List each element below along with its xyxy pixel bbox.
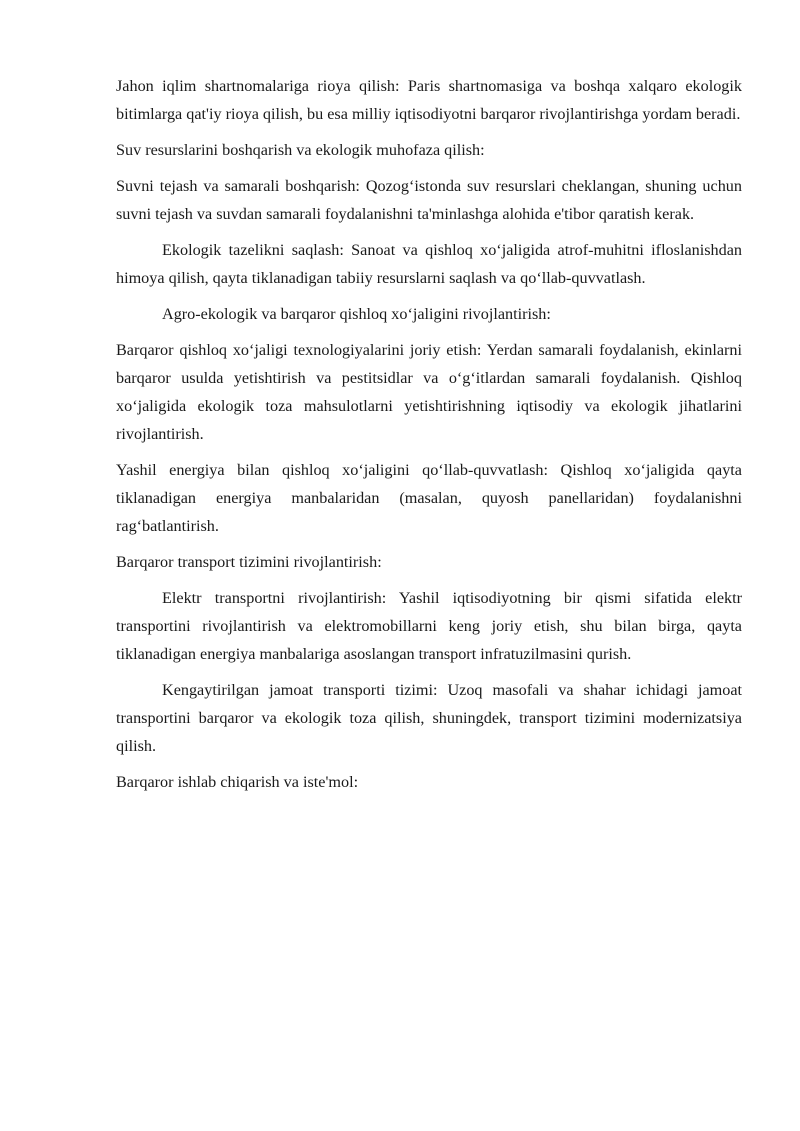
paragraph-climate-agreements: Jahon iqlim shartnomalariga rioya qilish: Paris shartnomasiga va boshqa xalqaro ekologik bitimlarga qat'iy rioya qilish, bu esa milliy iqtisodiyotni barqaror rivojlantirishga yordam beradi. <box>116 77 742 123</box>
paragraph-production-consumption-heading: Barqaror ishlab chiqarish va iste'mol: <box>116 773 359 791</box>
paragraph-electric-transport: Elektr transportni rivojlantirish: Yashil iqtisodiyotning bir qismi sifatida elektr transportini rivojlantirish va elektromobillarni keng joriy etish, shu bilan birga, qayta tiklanadigan energiya manbalariga asoslangan transport infratuzilmasini qurish. <box>116 589 742 663</box>
paragraph-ecological-cleanliness: Ekologik tazelikni saqlash: Sanoat va qishloq xo‘jaligida atrof-muhitni ifloslanishdan himoya qilish, qayta tiklanadigan tabiiy resurslarni saqlash va qo‘llab-quvvatlash. <box>116 241 742 287</box>
paragraph-transport-heading: Barqaror transport tizimini rivojlantirish: <box>116 553 382 571</box>
paragraph-public-transport: Kengaytirilgan jamoat transporti tizimi: Uzoq masofali va shahar ichidagi jamoat transportini barqaror va ekologik toza qilish, shuningdek, transport tizimini modernizatsiya qilish. <box>116 681 742 755</box>
paragraph-agro-ecological-heading: Agro-ekologik va barqaror qishloq xo‘jaligini rivojlantirish: <box>162 305 551 323</box>
paragraph-sustainable-agriculture: Barqaror qishloq xo‘jaligi texnologiyalarini joriy etish: Yerdan samarali foydalanish, ekinlarni barqaror usulda yetishtirish va pestitsidlar va o‘g‘itlardan samarali foydalanish. Qishloq xo‘jaligida ekologik toza mahsulotlarni yetishtirishning iqtisodiy va ekologik jihatlarini rivojlantirish. <box>116 341 742 443</box>
paragraph-water-saving: Suvni tejash va samarali boshqarish: Qozog‘istonda suv resurslari cheklangan, shuning uchun suvni tejash va suvdan samarali foydalanishni ta'minlashga alohida e'tibor qaratish kerak. <box>116 177 742 223</box>
paragraph-water-resources-heading: Suv resurslarini boshqarish va ekologik muhofaza qilish: <box>116 141 485 159</box>
document-body <box>116 72 742 804</box>
paragraph-green-energy-agriculture: Yashil energiya bilan qishloq xo‘jaligini qo‘llab-quvvatlash: Qishloq xo‘jaligida qayta tiklanadigan energiya manbalaridan (masalan, quyosh panellaridan) foydalanishni rag‘batlantirish. <box>116 461 742 535</box>
